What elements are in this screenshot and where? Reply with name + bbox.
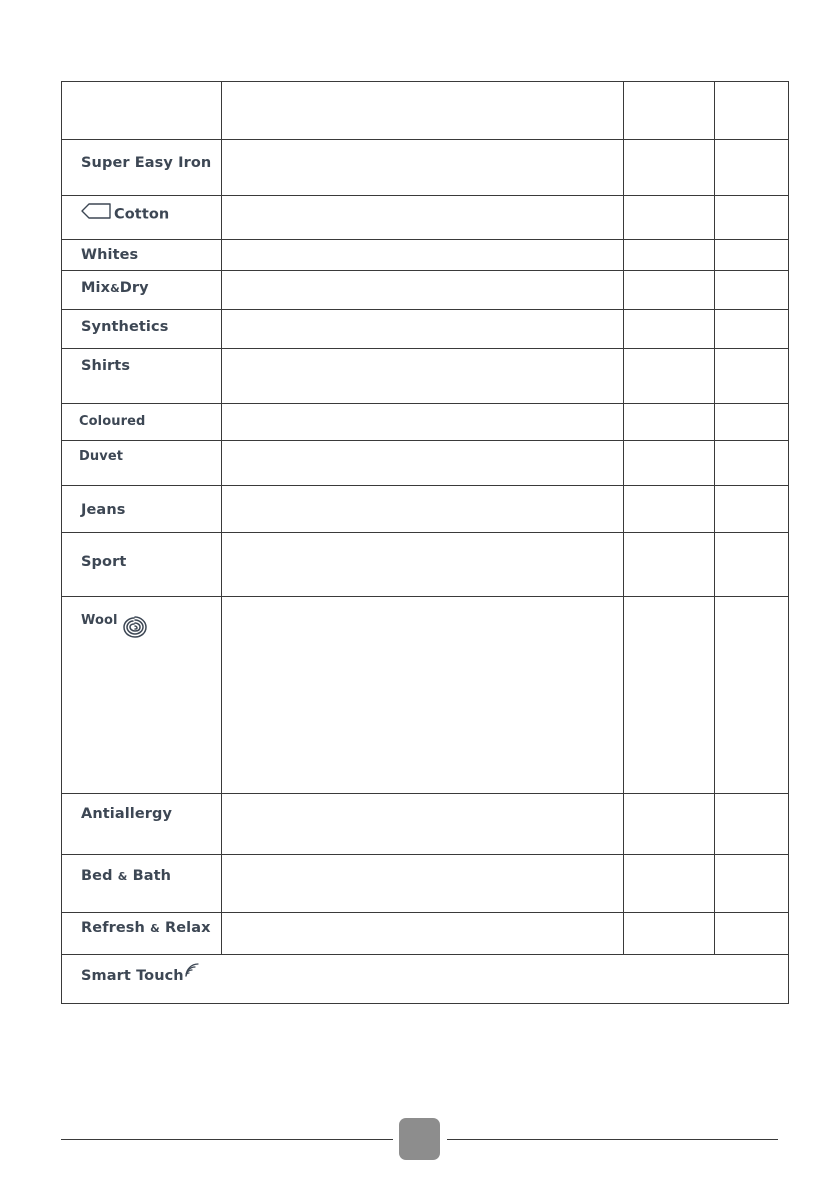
program-label: Refresh: [81, 920, 145, 936]
program-synthetics: [81, 319, 168, 335]
program-cotton: [81, 206, 169, 223]
program-jeans: [81, 502, 125, 518]
row-divider: [62, 854, 788, 855]
program-label: Sport: [81, 554, 127, 570]
woolmark-icon: [122, 615, 148, 643]
program-label: Dry: [119, 280, 149, 296]
program-refresh-relax: [81, 920, 211, 936]
ampersand: &: [117, 870, 128, 883]
row-divider: [62, 596, 788, 597]
program-label: Bed: [81, 868, 113, 884]
row-divider: [62, 403, 788, 404]
row-divider: [62, 485, 788, 486]
wifi-signal-icon: [184, 962, 200, 982]
row-divider: [62, 195, 788, 196]
program-label: Super Easy Iron: [81, 155, 212, 171]
program-label: Coloured: [79, 414, 146, 429]
row-divider: [62, 793, 788, 794]
row-divider: [62, 348, 788, 349]
ampersand: &: [110, 282, 120, 295]
program-duvet: [79, 449, 123, 464]
row-divider: [62, 954, 788, 955]
program-coloured: [79, 414, 145, 429]
programs-table: [61, 81, 789, 1004]
row-divider: [62, 532, 788, 533]
program-label: Cotton: [114, 206, 170, 223]
program-smart-touch: [81, 968, 200, 984]
row-divider: [62, 270, 788, 271]
program-super-easy-iron: [81, 155, 211, 171]
program-label: Synthetics: [81, 319, 169, 335]
program-whites: [81, 247, 138, 263]
row-divider: [62, 239, 788, 240]
program-label: Relax: [164, 920, 211, 936]
program-wool: [81, 613, 118, 628]
program-bed-bath: [81, 868, 171, 884]
program-shirts: [81, 358, 130, 374]
program-label: Mix: [81, 280, 111, 296]
column-divider: [714, 82, 715, 955]
program-sport: [81, 554, 126, 570]
program-label: Antiallergy: [81, 806, 173, 822]
program-label: Wool: [81, 613, 118, 628]
ampersand: &: [150, 922, 160, 935]
program-mix-dry: [81, 280, 149, 296]
program-label: Shirts: [81, 358, 131, 374]
row-divider: [62, 309, 788, 310]
column-divider: [623, 82, 624, 955]
program-label: Bath: [132, 868, 172, 884]
program-label: Jeans: [81, 502, 126, 518]
program-label: Whites: [81, 247, 139, 263]
footer-rule-left: [61, 1139, 393, 1140]
tag-icon: [81, 203, 111, 223]
column-divider: [221, 82, 222, 955]
row-divider: [62, 912, 788, 913]
footer-rule-right: [447, 1139, 778, 1140]
row-divider: [62, 440, 788, 441]
row-divider: [62, 139, 788, 140]
program-antiallergy: [81, 806, 172, 822]
program-label: Smart Touch: [81, 968, 184, 984]
program-label: Duvet: [79, 449, 124, 464]
page-number-badge: [399, 1118, 440, 1160]
